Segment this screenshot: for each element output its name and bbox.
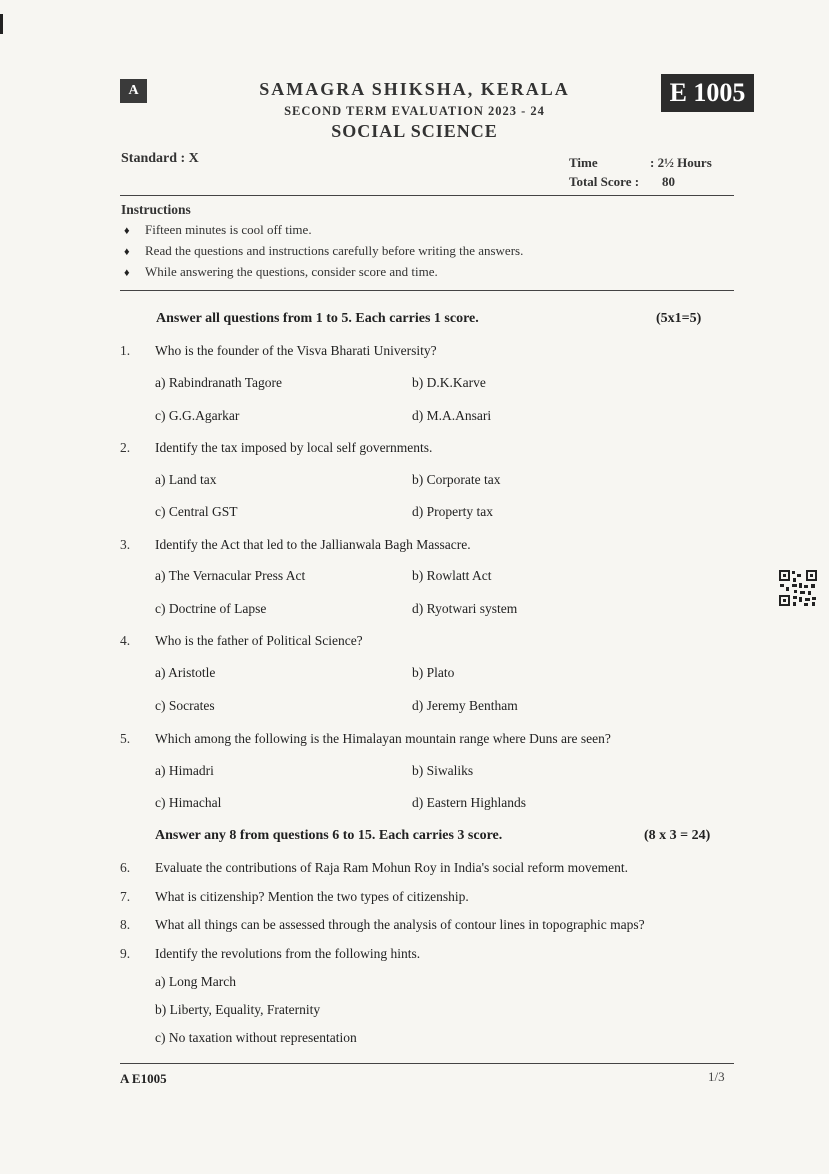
bullet-icon: ♦: [124, 225, 130, 237]
option-a: a) Land tax: [155, 472, 217, 487]
option-c: c) Himachal: [155, 795, 222, 810]
question-text: What all things can be assessed through the analysis of contour lines in topographic maps?: [155, 917, 645, 932]
instruction-item: While answering the questions, consider score and time.: [145, 264, 438, 279]
section-1-heading: Answer all questions from 1 to 5. Each carries 1 score.: [156, 311, 479, 326]
exam-code-badge: E 1005: [661, 74, 754, 112]
option-b: b) Siwaliks: [412, 763, 474, 778]
time-label: Time: [569, 155, 598, 170]
bullet-icon: ♦: [124, 267, 130, 279]
question-number: 9.: [120, 946, 131, 961]
org-title: SAMAGRA SHIKSHA, KERALA: [259, 79, 570, 99]
option-c: c) Doctrine of Lapse: [155, 601, 267, 616]
question-text: Identify the tax imposed by local self governments.: [155, 440, 433, 455]
option-d: d) Ryotwari system: [412, 601, 518, 616]
section-2-heading: Answer any 8 from questions 6 to 15. Each carries 3 score.: [155, 828, 503, 843]
question-number: 1.: [120, 343, 131, 358]
section-1-score: (5x1=5): [656, 311, 702, 326]
option-a: a) Rabindranath Tagore: [155, 375, 283, 390]
question-number: 4.: [120, 633, 131, 648]
divider: [120, 290, 734, 291]
option-b: b) Corporate tax: [412, 472, 501, 487]
hint-item: c) No taxation without representation: [155, 1030, 357, 1045]
instruction-item: Read the questions and instructions carefully before writing the answers.: [145, 243, 524, 258]
series-badge: A: [120, 79, 147, 103]
option-c: c) G.G.Agarkar: [155, 408, 240, 423]
option-c: c) Central GST: [155, 504, 238, 519]
footer-code: A E1005: [120, 1071, 167, 1086]
section-2-score: (8 x 3 = 24): [644, 828, 711, 843]
subject-title: SOCIAL SCIENCE: [331, 121, 498, 141]
question-text: Who is the father of Political Science?: [155, 633, 363, 648]
option-a: a) Himadri: [155, 763, 214, 778]
divider: [120, 195, 734, 196]
question-text: What is citizenship? Mention the two types of citizenship.: [155, 889, 469, 904]
option-d: d) Jeremy Bentham: [412, 698, 518, 713]
option-a: a) Aristotle: [155, 665, 216, 680]
option-a: a) The Vernacular Press Act: [155, 568, 306, 583]
question-number: 2.: [120, 440, 131, 455]
question-text: Which among the following is the Himalayan mountain range where Duns are seen?: [155, 731, 611, 746]
option-b: b) Rowlatt Act: [412, 568, 492, 583]
edge-mark: [0, 14, 3, 34]
option-d: d) Eastern Highlands: [412, 795, 526, 810]
question-text: Identify the revolutions from the following hints.: [155, 946, 421, 961]
option-b: b) Plato: [412, 665, 455, 680]
question-number: 3.: [120, 537, 131, 552]
question-text: Identify the Act that led to the Jallianwala Bagh Massacre.: [155, 537, 471, 552]
question-number: 6.: [120, 860, 131, 875]
exam-title: SECOND TERM EVALUATION 2023 - 24: [284, 104, 545, 118]
question-number: 8.: [120, 917, 131, 932]
instructions-title: Instructions: [121, 202, 191, 217]
question-number: 7.: [120, 889, 131, 904]
footer-divider: [120, 1063, 734, 1064]
hint-item: b) Liberty, Equality, Fraternity: [155, 1002, 321, 1017]
option-d: d) Property tax: [412, 504, 493, 519]
page-number: 1/3: [708, 1069, 725, 1084]
option-d: d) M.A.Ansari: [412, 408, 492, 423]
question-text: Who is the founder of the Visva Bharati University?: [155, 343, 437, 358]
instruction-item: Fifteen minutes is cool off time.: [145, 222, 312, 237]
total-score-label: Total Score :: [569, 174, 640, 189]
question-text: Evaluate the contributions of Raja Ram Mohun Roy in India's social reform movement.: [155, 860, 628, 875]
standard-label: Standard : X: [121, 151, 199, 166]
option-b: b) D.K.Karve: [412, 375, 486, 390]
option-c: c) Socrates: [155, 698, 215, 713]
bullet-icon: ♦: [124, 246, 130, 258]
total-score-value: 80: [662, 174, 675, 189]
question-number: 5.: [120, 731, 131, 746]
time-value: : 2½ Hours: [650, 155, 712, 170]
hint-item: a) Long March: [155, 974, 236, 989]
qr-code-icon: [778, 569, 818, 607]
